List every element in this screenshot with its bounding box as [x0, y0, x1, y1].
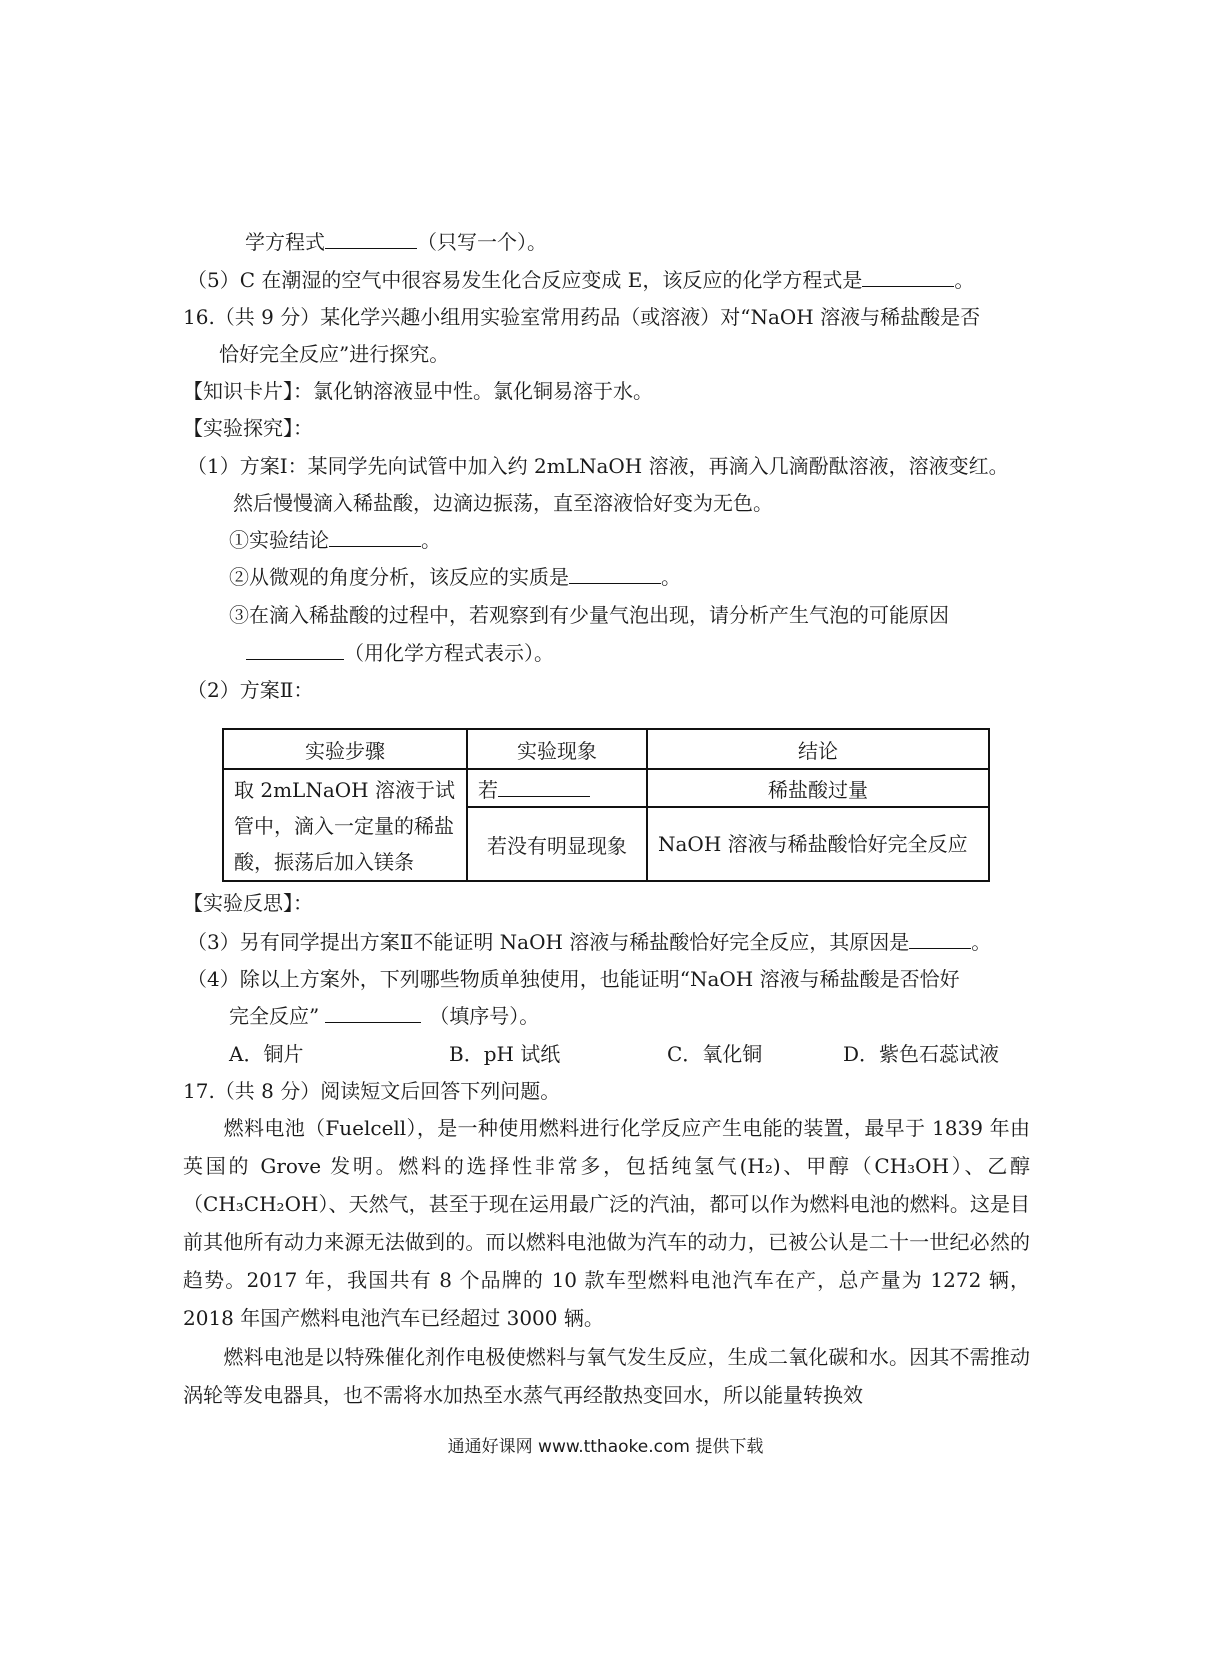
answer-blank[interactable]: [569, 582, 661, 584]
section-experiment: 【实验探究】：: [183, 416, 313, 440]
scheme-2: （2）方案Ⅱ：: [187, 678, 314, 702]
option-c: C．氧化铜: [667, 1042, 763, 1066]
cell-phenomenon-2: 若没有明显现象: [467, 807, 647, 881]
question-4: （4）除以上方案外，下列哪些物质单独使用，也能证明“NaOH 溶液与稀盐酸是否恰好: [187, 967, 960, 991]
header-phenomenon: 实验现象: [467, 729, 647, 769]
question-5: （5）C 在潮湿的空气中很容易发生化合反应变成 E，该反应的化学方程式是 。: [187, 268, 975, 292]
answer-blank[interactable]: [909, 947, 971, 949]
option-a: A．铜片: [229, 1042, 304, 1066]
question-17-header: 17.（共 8 分）阅读短文后回答下列问题。: [183, 1079, 561, 1103]
scheme-1: （1）方案Ⅰ：某同学先向试管中加入约 2mLNaOH 溶液，再滴入几滴酚酞溶液，溶液变红。: [187, 454, 1009, 478]
answer-blank[interactable]: [862, 285, 954, 287]
option-b: B．pH 试纸: [449, 1042, 561, 1066]
question-16-header-cont: 恰好完全反应”进行探究。: [219, 342, 450, 366]
reading-paragraph-2: 燃料电池是以特殊催化剂作电极使燃料与氧气发生反应，生成二氧化碳和水。因其不需推动涡轮等发电器具，也不需将水加热至水蒸气再经散热变回水，所以能量转换效: [183, 1345, 1030, 1407]
header-steps: 实验步骤: [223, 729, 467, 769]
line-equation-prompt: 学方程式 （只写一个）。: [245, 230, 547, 254]
answer-blank[interactable]: [329, 545, 421, 547]
sub-question-3: ③在滴入稀盐酸的过程中，若观察到有少量气泡出现，请分析产生气泡的可能原因: [229, 603, 949, 627]
cell-conclusion-1: 稀盐酸过量: [647, 769, 989, 807]
answer-blank[interactable]: [498, 795, 590, 797]
page-footer: 通通好课网 www.tthaoke.com 提供下载: [447, 1437, 764, 1457]
option-d: D．紫色石蕊试液: [843, 1042, 1000, 1066]
sub-question-2: ②从微观的角度分析，该反应的实质是 。: [229, 565, 681, 589]
cell-conclusion-2: NaOH 溶液与稀盐酸恰好完全反应: [647, 807, 989, 881]
section-reflection: 【实验反思】：: [183, 891, 313, 915]
knowledge-card: 【知识卡片】：氯化钠溶液显中性。氯化铜易溶于水。: [183, 379, 653, 403]
scheme-1-cont: 然后慢慢滴入稀盐酸，边滴边振荡，直至溶液恰好变为无色。: [233, 491, 773, 515]
question-4-cont: 完全反应” （填序号）。: [229, 1004, 540, 1028]
sub-question-1: ①实验结论 。: [229, 528, 441, 552]
sub-question-3-cont: （用化学方程式表示）。: [246, 643, 554, 663]
question-16-header: 16.（共 9 分）某化学兴趣小组用实验室常用药品（或溶液）对“NaOH 溶液与稀盐酸是否: [183, 305, 981, 329]
answer-blank[interactable]: [325, 1021, 421, 1023]
reading-paragraph-1: 燃料电池（Fuelcell），是一种使用燃料进行化学反应产生电能的装置，最早于 1839 年由英国的 Grove 发明。燃料的选择性非常多，包括纯氢气(H₂)、甲醇（CH₃OH）、乙醇（CH₃CH₂OH）、天然气，甚至于现在运用最广泛的汽油，都可以作为燃料电池的燃料。这是目前其他所有动力来源无法做到的。而以燃料电池做为汽车的动力，已被公认是二十一世纪必然的趋势。2017 年，我国共有 8 个品牌的 10 款车型燃料电池汽车在产，总产量为 1272 辆，2018 年国产燃料电池汽车已经超过 3000 辆。: [183, 1116, 1030, 1330]
answer-blank[interactable]: [325, 247, 417, 249]
answer-blank[interactable]: [246, 658, 344, 660]
question-3: （3）另有同学提出方案Ⅱ不能证明 NaOH 溶液与稀盐酸恰好完全反应，其原因是 。: [187, 930, 992, 954]
experiment-table: [222, 728, 990, 882]
cell-phenomenon-1: 若: [467, 769, 647, 807]
cell-steps: 取 2mLNaOH 溶液于试管中，滴入一定量的稀盐酸，振荡后加入镁条: [223, 769, 467, 881]
header-conclusion: 结论: [647, 729, 989, 769]
